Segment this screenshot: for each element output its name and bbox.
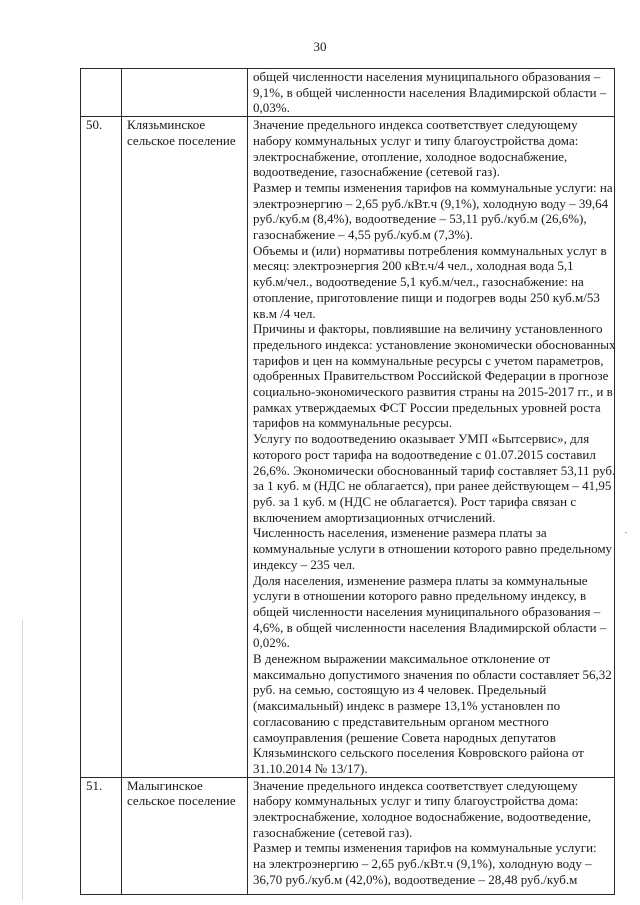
scan-margin-line <box>22 620 23 900</box>
name-line: Малыгинское <box>127 777 203 793</box>
text-line: индексу – 235 чел. <box>253 556 356 572</box>
settlement-name <box>122 117 248 778</box>
scan-mark: ˏ <box>624 522 628 534</box>
text-line: отопление, приготовление пищи и подогрев воды 250 куб.м/53 <box>253 289 600 305</box>
text-line: 0,03%. <box>253 100 290 116</box>
text-line: Доля населения, изменение размера платы за коммунальные <box>253 572 588 588</box>
text-line: Значение предельного индекса соответствует следующему <box>253 117 578 133</box>
text-line: набору коммунальных услуг и типу благоустройства дома: <box>253 132 579 148</box>
table-row <box>81 69 615 117</box>
text-line: электроэнергию – 2,65 руб./кВт.ч (9,1%), холодную воду – 39,64 <box>253 195 609 211</box>
text-line: Численность населения, изменение размера платы за <box>253 525 547 541</box>
name-line: сельское поселение <box>127 132 236 148</box>
text-line: социально-экономического развития страны на 2015-2017 гг., и в <box>253 384 613 400</box>
text-line: Услугу по водоотведению оказывает УМП «Бытсервис», для <box>253 431 590 447</box>
text-line: общей численности населения муниципального образования – <box>253 69 601 84</box>
text-line: руб./куб.м (8,4%), водоотведение – 53,11 руб./куб.м (26,6%), <box>253 211 587 227</box>
text-line: общей численности населения муниципального образования – <box>253 603 601 619</box>
text-line: тарифов и цен на коммунальные ресурсы с учетом параметров, <box>253 352 604 368</box>
text-line: максимально допустимого значения по области составляет 56,32 <box>253 666 612 682</box>
text-line: тарифов на коммунальные ресурсы. <box>253 415 453 431</box>
settlement-name <box>122 69 248 117</box>
name-line: сельское поселение <box>127 793 236 809</box>
page-number: 30 <box>313 39 327 54</box>
name-line: Клязьминское <box>127 117 206 133</box>
text-line: коммунальные услуги в отношении которого равно предельному <box>253 541 613 557</box>
text-line: на электроэнергию – 2,65 руб./кВт.ч (9,1%), холодную воду – <box>253 856 592 872</box>
text-line: электроснабжение, отопление, холодное водоснабжение, <box>253 148 568 164</box>
text-line: Размер и темпы изменения тарифов на коммунальные услуги: на <box>253 179 613 195</box>
text-line: газоснабжение – 4,55 руб./куб.м (7,3%). <box>253 227 473 243</box>
text-line: рамках утверждаемых ФСТ России предельных уровней роста <box>253 399 601 415</box>
text-line: 31.10.2014 № 13/17). <box>253 760 368 776</box>
text-line: (максимальный) индекс в размере 13,1% установлен по <box>253 698 561 714</box>
text-line: 36,70 руб./куб.м (42,0%), водоотведение – 28,48 руб./куб.м <box>253 871 578 887</box>
text-line: согласованию с представительным органом местного <box>253 713 549 729</box>
text-line: руб. на семью, состоящую из 4 человек. Предельный <box>253 682 547 698</box>
text-line: одобренных Правительством Российской Федерации в прогнозе <box>253 368 609 384</box>
text-line: месяц: электроэнергия 200 кВт.ч/4 чел., холодная вода 5,1 <box>253 258 574 274</box>
row-number <box>81 69 122 117</box>
table-row <box>81 777 615 894</box>
row-description <box>248 69 615 117</box>
text-line: самоуправления (решение Совета народных депутатов <box>253 729 556 745</box>
text-line: водоотведение, газоснабжение (сетевой газ). <box>253 164 500 180</box>
settlement-name <box>122 777 248 894</box>
text-line: 0,02%. <box>253 635 290 651</box>
text-line: набору коммунальных услуг и типу благоустройства дома: <box>253 793 579 809</box>
text-line: куб.м/чел., водоотведение 5,1 куб.м/чел., газоснабжение: на <box>253 274 584 290</box>
text-line: электроснабжение, холодное водоснабжение, водоотведение, <box>253 809 592 825</box>
row-description <box>248 777 615 894</box>
row-description <box>248 117 615 778</box>
text-line: Значение предельного индекса соответствует следующему <box>253 777 578 793</box>
text-line: за 1 куб. м (НДС не облагается), при ранее действующем – 41,95 <box>253 478 612 494</box>
text-line: услуги в отношении которого равно предельному индексу, в <box>253 588 587 604</box>
text-line: 4,6%, в общей численности населения Владимирской области – <box>253 619 607 635</box>
text-line: руб. за 1 куб. м (НДС не облагается). Рост тарифа связан с <box>253 493 577 509</box>
table-row <box>81 117 615 778</box>
text-line: Причины и факторы, повлиявшие на величину установленного <box>253 321 603 337</box>
text-line: 9,1%, в общей численности населения Владимирской области – <box>253 84 607 100</box>
text-line: предельного индекса: установление экономически обоснованных <box>253 336 616 352</box>
text-line: В денежном выражении максимальное отклонение от <box>253 651 551 667</box>
text-line: включением амортизационных отчислений. <box>253 509 496 525</box>
text-line: 26,6%. Экономически обоснованный тариф составляет 53,11 руб. <box>253 462 616 478</box>
row-number: 51. <box>81 777 122 894</box>
text-line: Клязьминского сельского поселения Ковровского района от <box>253 745 584 761</box>
text-line: Размер и темпы изменения тарифов на коммунальные услуги: <box>253 840 597 856</box>
text-line: газоснабжение (сетевой газ). <box>253 824 413 840</box>
text-line: кв.м /4 чел. <box>253 305 316 321</box>
text-line: которого рост тарифа на водоотведение с 01.07.2015 составил <box>253 446 596 462</box>
row-number: 50. <box>81 117 122 778</box>
municipal-index-table <box>80 68 615 895</box>
text-line: Объемы и (или) нормативы потребления коммунальных услуг в <box>253 242 607 258</box>
